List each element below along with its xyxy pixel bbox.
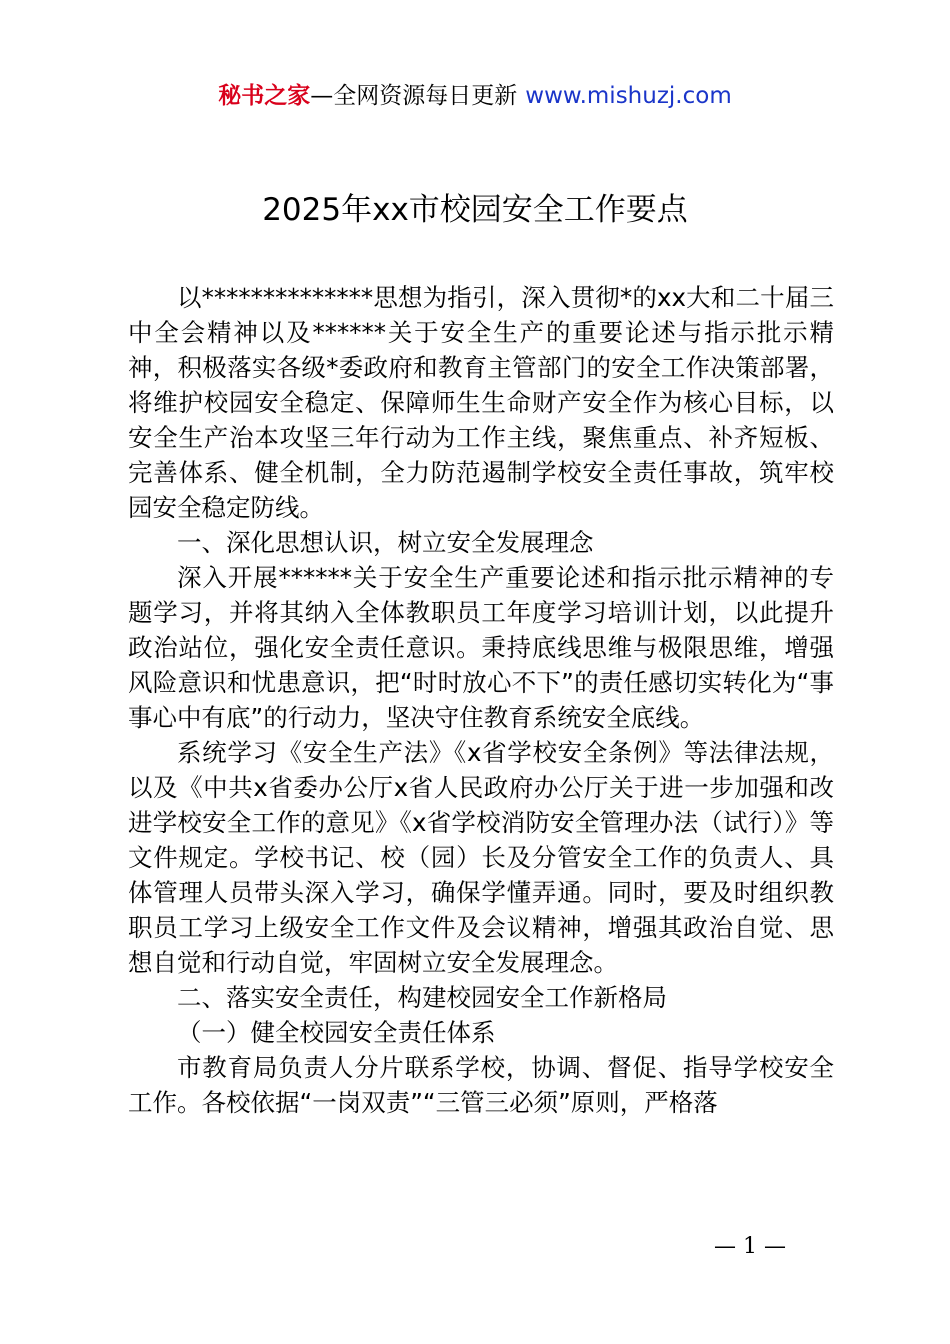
section-heading-1: 一、深化思想认识，树立安全发展理念 (177, 528, 594, 557)
intro-paragraph: 以**************思想为指引，深入贯彻*的xx大和二十届三中全会精神以及******关于安全生产的重要论述与指示批示精神，积极落实各级*委政府和教育主管部门的安全工作决策部署，将维护校园安全稳定、保障师生生命财产安全作为核心目标，以安全生产治本攻坚三年行动为工作主线，聚焦重点、补齐短板、完善体系、健全机制，全力防范遏制学校安全责任事故，筑牢校园安全稳定防线。 (128, 283, 834, 522)
document-title: 2025年xx市校园安全工作要点 (262, 192, 688, 228)
body-paragraph: 深入开展******关于安全生产重要论述和指示批示精神的专题学习，并将其纳入全体教职员工年度学习培训计划，以此提升政治站位，强化安全责任意识。秉持底线思维与极限思维，增强风险意识和忧患意识，把“时时放心不下”的责任感切实转化为“事事心中有底”的行动力，坚决守住教育系统安全底线。 (128, 563, 834, 732)
document-body (128, 280, 834, 1120)
site-brand: 秘书之家 (218, 83, 311, 109)
site-url-link[interactable]: www.mishuzj.com (525, 83, 732, 109)
page-number: — 1 — (714, 1234, 786, 1259)
site-header (0, 80, 950, 112)
site-tagline: —全网资源每日更新 (310, 83, 518, 109)
body-paragraph: 系统学习《安全生产法》《x省学校安全条例》等法律法规，以及《中共x省委办公厅x省人民政府办公厅关于进一步加强和改进学校安全工作的意见》《x省学校消防安全管理办法（试行）》等文件规定。学校书记、校（园）长及分管安全工作的负责人、具体管理人员带头深入学习，确保学懂弄通。同时，要及时组织教职员工学习上级安全工作文件及会议精神，增强其政治自觉、思想自觉和行动自觉，牢固树立安全发展理念。 (128, 738, 834, 977)
section-heading-2: 二、落实安全责任，构建校园安全工作新格局 (177, 983, 667, 1012)
subsection-heading-1: （一）健全校园安全责任体系 (177, 1018, 496, 1047)
body-paragraph: 市教育局负责人分片联系学校，协调、督促、指导学校安全工作。各校依据“一岗双责”“三管三必须”原则，严格落 (128, 1053, 834, 1117)
